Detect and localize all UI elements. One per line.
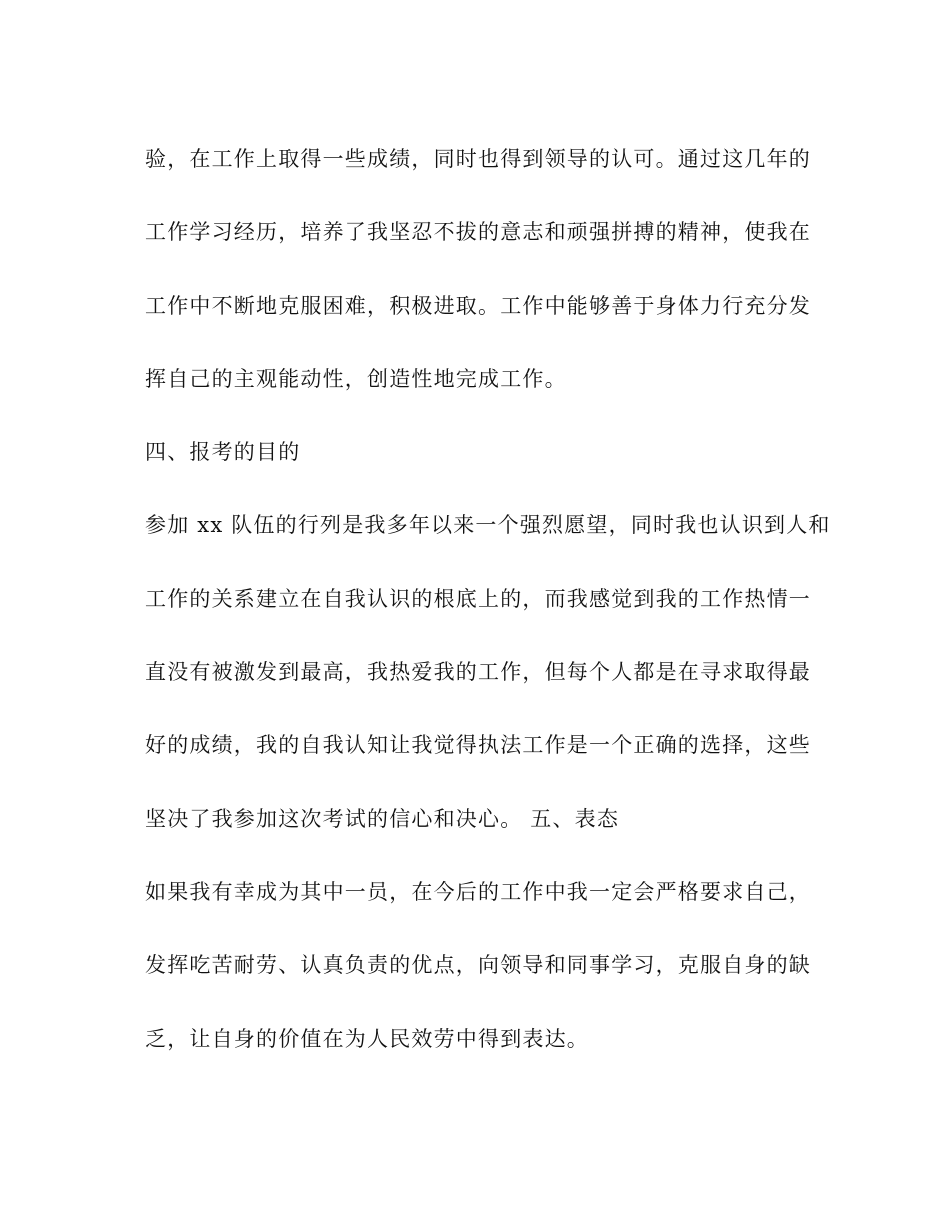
- paragraph-line: 直没有被激发到最高，我热爱我的工作，但每个人都是在寻求取得最: [145, 660, 811, 685]
- paragraph-line: 挥自己的主观能动性，创造性地完成工作。: [145, 366, 567, 391]
- paragraph-line: 坚决了我参加这次考试的信心和决心。 五、表态: [145, 806, 620, 831]
- paragraph-line: 参加 xx 队伍的行列是我多年以来一个强烈愿望，同时我也认识到人和: [145, 513, 831, 538]
- paragraph-line: 好的成绩，我的自我认知让我觉得执法工作是一个正确的选择，这些: [145, 733, 811, 758]
- paragraph-line: 乏，让自身的价值在为人民效劳中得到表达。: [145, 1026, 589, 1051]
- paragraph-line: 工作学习经历，培养了我坚忍不拔的意志和顽强拼搏的精神，使我在: [145, 220, 811, 245]
- paragraph-line: 如果我有幸成为其中一员，在今后的工作中我一定会严格要求自己，: [145, 879, 811, 904]
- paragraph-line: 发挥吃苦耐劳、认真负责的优点，向领导和同事学习，克服自身的缺: [145, 953, 811, 978]
- document-body: [145, 136, 831, 1089]
- section-heading: 四、报考的目的: [145, 440, 301, 465]
- paragraph-line: 工作中不断地克服困难，积极进取。工作中能够善于身体力行充分发: [145, 293, 811, 318]
- paragraph-line: 验，在工作上取得一些成绩，同时也得到领导的认可。通过这几年的: [145, 147, 811, 171]
- paragraph-line: 工作的关系建立在自我认识的根底上的，而我感觉到我的工作热情一: [145, 586, 811, 611]
